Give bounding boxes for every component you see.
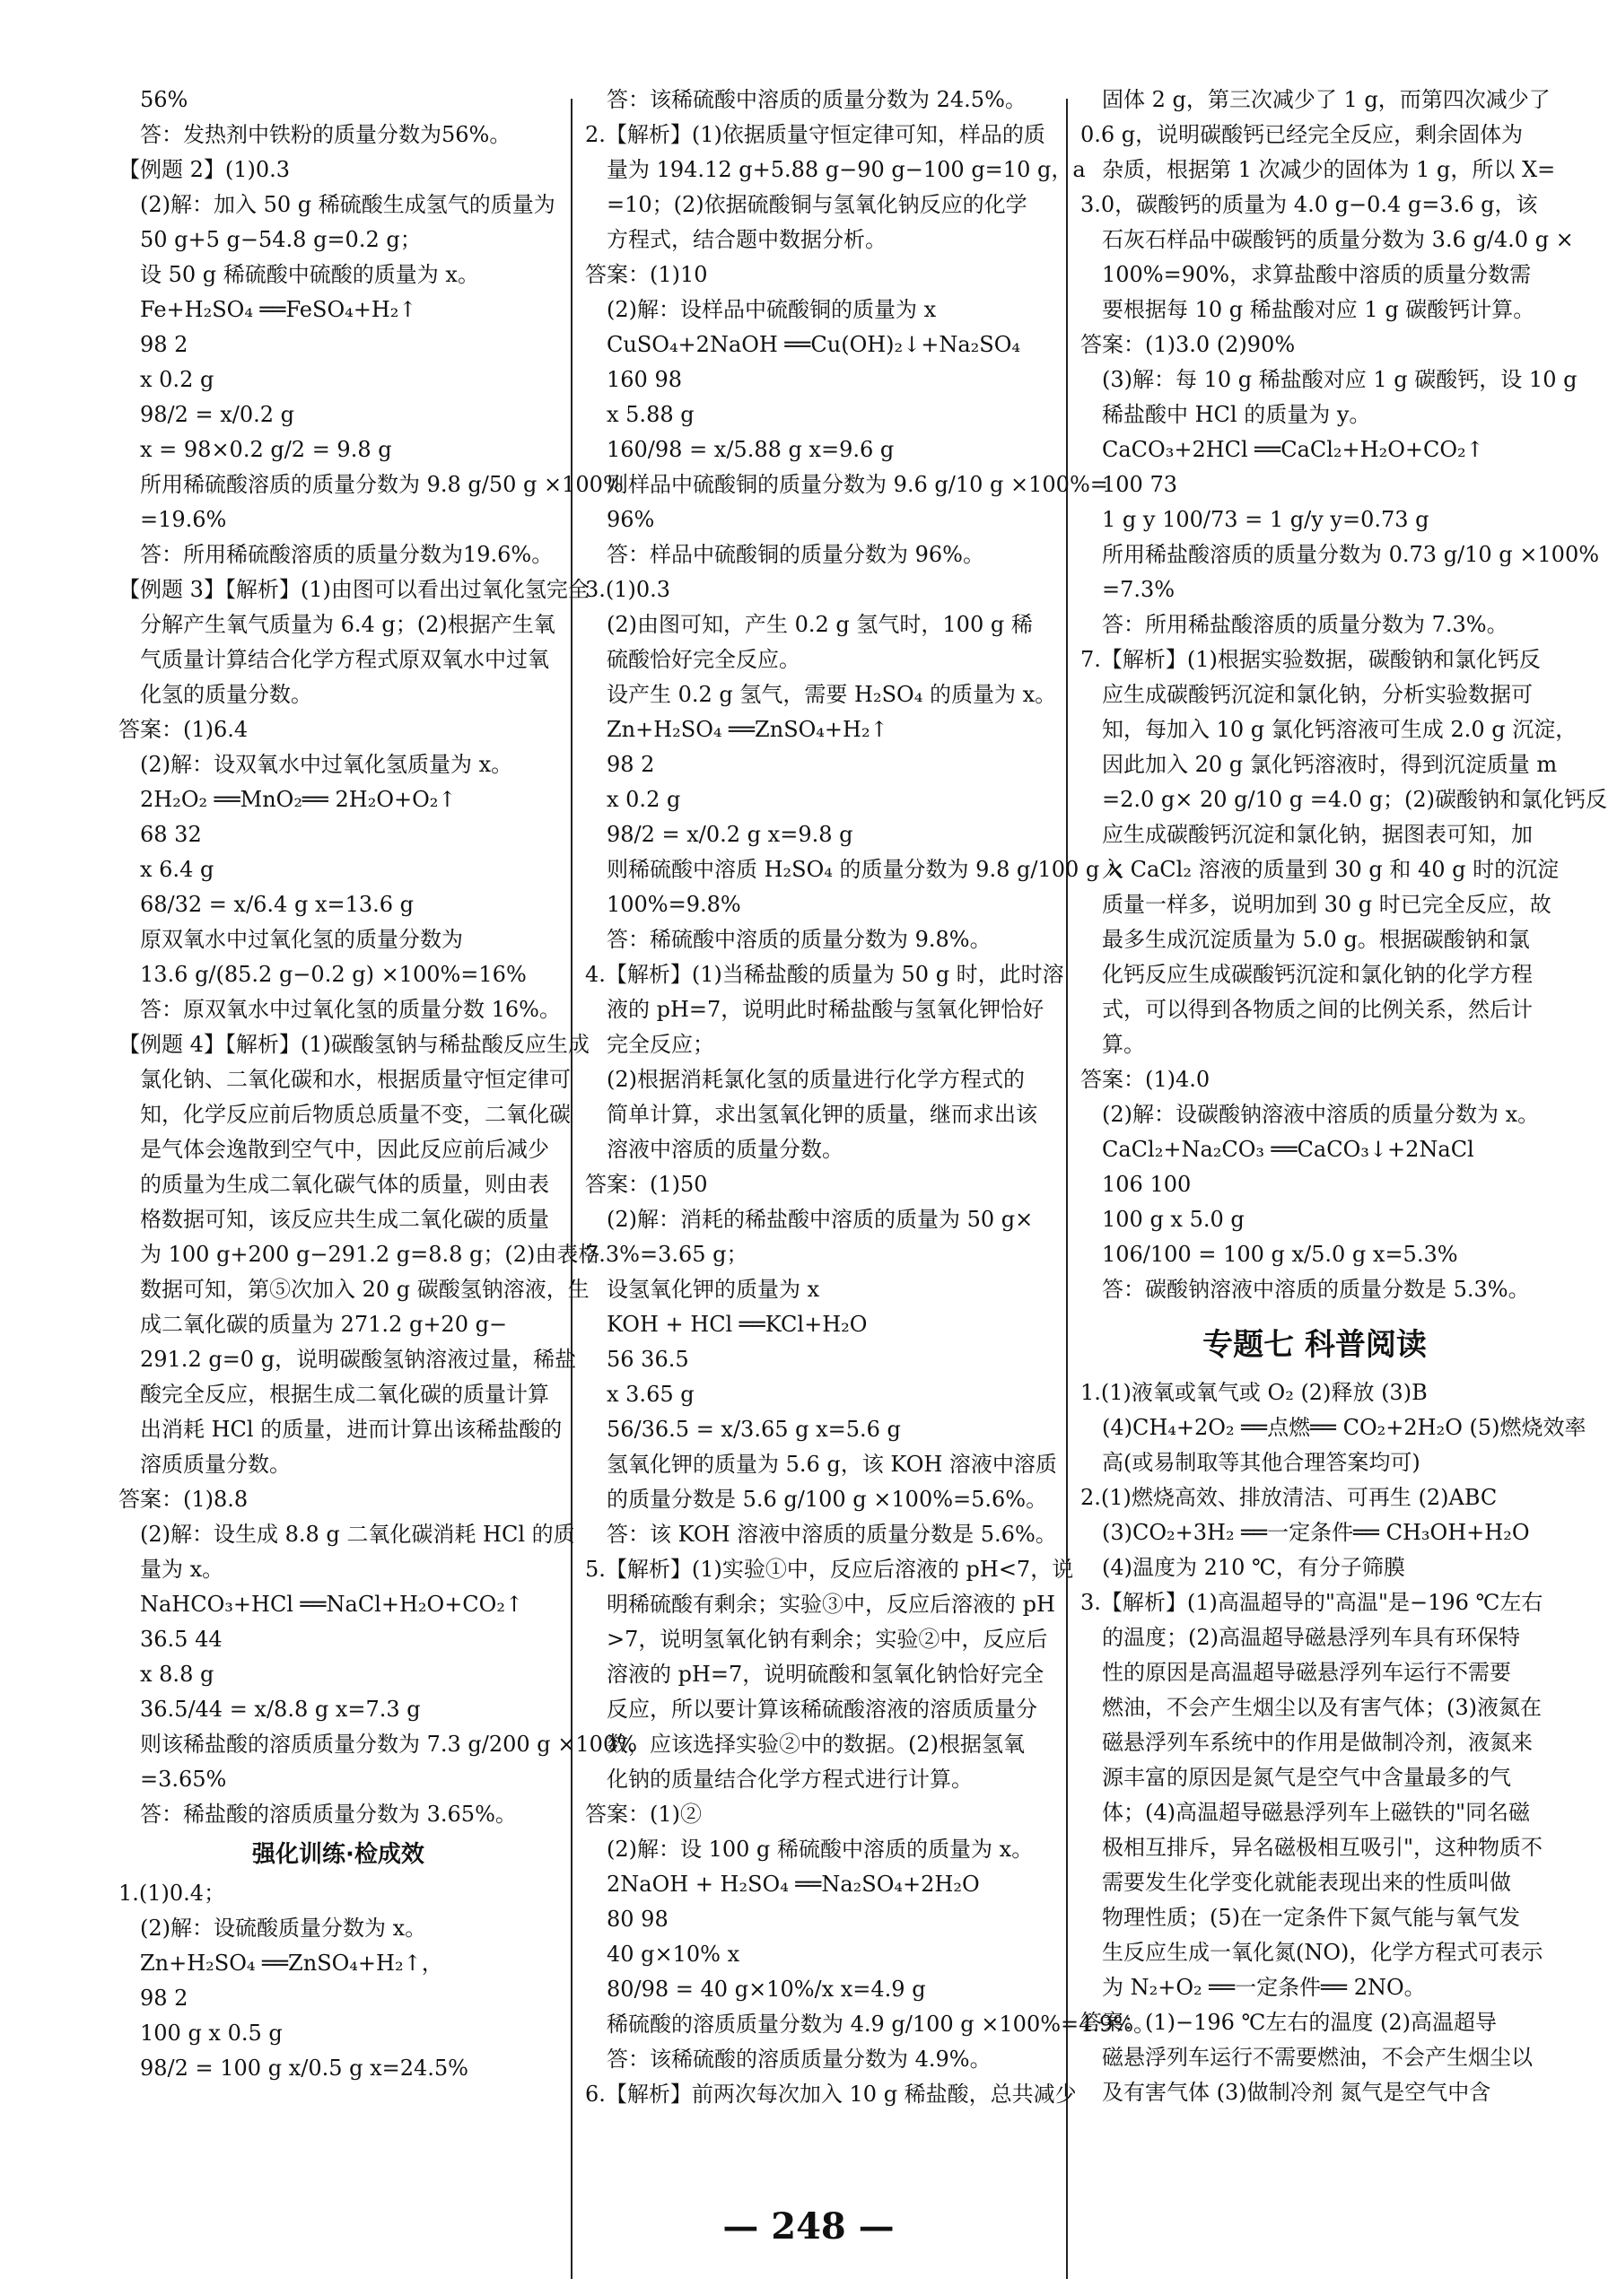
text-line: 答：稀盐酸的溶质质量分数为 3.65%。 xyxy=(140,1802,517,1827)
text-line: x 0.2 g xyxy=(607,787,681,812)
text-line: (2)解：加入 50 g 稀硫酸生成氢气的质量为 xyxy=(140,192,555,217)
text-line: 燃油，不会产生烟尘以及有害气体；(3)液氮在 xyxy=(1102,1695,1542,1720)
text-line: 3.0，碳酸钙的质量为 4.0 g−0.4 g=3.6 g，该 xyxy=(1080,192,1538,217)
text-line: 量为 194.12 g+5.88 g−90 g−100 g=10 g，a xyxy=(607,157,1086,182)
text-line: 应生成碳酸钙沉淀和氯化钠，分析实验数据可 xyxy=(1102,682,1533,707)
text-line: CaCl₂+Na₂CO₃ ══CaCO₃↓+2NaCl xyxy=(1102,1137,1474,1162)
text-line: 答：样品中硫酸铜的质量分数为 96%。 xyxy=(607,542,984,567)
text-line: =10；(2)依据硫酸铜与氢氧化钠反应的化学 xyxy=(607,192,1027,217)
text-line: 96% xyxy=(607,507,655,532)
text-line: 2.【解析】(1)依据质量守恒定律可知，样品的质 xyxy=(585,122,1045,147)
text-line: 因此加入 20 g 氯化钙溶液时，得到沉淀质量 m xyxy=(1102,752,1558,777)
text-line: =7.3% xyxy=(1102,577,1176,602)
text-line: KOH + HCl ══KCl+H₂O xyxy=(607,1312,868,1337)
text-line: x 8.8 g xyxy=(140,1662,214,1687)
text-line: 100 g x 0.5 g xyxy=(140,2021,283,2046)
text-line: 【例题 2】(1)0.3 xyxy=(118,157,291,182)
text-line: 【例题 3】【解析】(1)由图可以看出过氧化氢完全 xyxy=(118,577,590,602)
text-line: 160/98 = x/5.88 g x=9.6 g xyxy=(607,437,895,462)
text-line: 答：所用稀盐酸溶质的质量分数为 7.3%。 xyxy=(1102,612,1508,637)
text-line: 固体 2 g，第三次减少了 1 g，而第四次减少了 xyxy=(1102,87,1551,112)
text-line: 数，应该选择实验②中的数据。(2)根据氢氧 xyxy=(607,1732,1025,1757)
text-line: 80 98 xyxy=(607,1907,669,1932)
text-line: 氯化钠、二氧化碳和水，根据质量守恒定律可 xyxy=(140,1067,571,1092)
text-line: 68 32 xyxy=(140,822,202,847)
text-line: 设 50 g 稀硫酸中硫酸的质量为 x。 xyxy=(140,262,479,287)
text-line: 291.2 g=0 g，说明碳酸氢钠溶液过量，稀盐 xyxy=(140,1347,577,1372)
text-line: 杂质，根据第 1 次减少的固体为 1 g，所以 X= xyxy=(1102,157,1556,182)
text-line: 所用稀硫酸溶质的质量分数为 9.8 g/50 g ×100% xyxy=(140,472,624,497)
text-line: 100 g x 5.0 g xyxy=(1102,1207,1245,1232)
text-line: 酸完全反应，根据生成二氧化碳的质量计算 xyxy=(140,1382,549,1407)
text-line: (2)解：设生成 8.8 g 二氧化碳消耗 HCl 的质 xyxy=(140,1522,575,1547)
text-line: 56% xyxy=(140,87,188,112)
text-line: 设氢氧化钾的质量为 x xyxy=(607,1277,820,1302)
text-line: 答：碳酸钠溶液中溶质的质量分数是 5.3%。 xyxy=(1102,1277,1530,1302)
text-line: 数据可知，第⑤次加入 20 g 碳酸氢钠溶液，生 xyxy=(140,1277,590,1302)
text-line: CuSO₄+2NaOH ══Cu(OH)₂↓+Na₂SO₄ xyxy=(607,332,1021,357)
text-line: 的质量为生成二氧化碳气体的质量，则由表 xyxy=(140,1172,549,1197)
text-line: 磁悬浮列车运行不需要燃油，不会产生烟尘以 xyxy=(1102,2045,1533,2070)
text-line: 98/2 = x/0.2 g x=9.8 g xyxy=(607,822,853,847)
text-line: 则样品中硫酸铜的质量分数为 9.6 g/10 g ×100%= xyxy=(607,472,1108,497)
text-line: 极相互排斥，异名磁极相互吸引"，这种物质不 xyxy=(1102,1835,1543,1860)
text-line: 溶质质量分数。 xyxy=(140,1452,291,1477)
text-line: (4)CH₄+2O₂ ══点燃══ CO₂+2H₂O (5)燃烧效率 xyxy=(1102,1415,1586,1440)
text-line: x 0.2 g xyxy=(140,367,214,392)
text-line: 2.(1)燃烧高效、排放清洁、可再生 (2)ABC xyxy=(1080,1485,1498,1510)
text-line: 80/98 = 40 g×10%/x x=4.9 g xyxy=(607,1977,926,2002)
text-line: Zn+H₂SO₄ ══ZnSO₄+H₂↑ xyxy=(607,717,888,742)
text-line: >7，说明氢氧化钠有剩余；实验②中，反应后 xyxy=(607,1627,1048,1652)
text-line: 56/36.5 = x/3.65 g x=5.6 g xyxy=(607,1417,901,1442)
text-line: x 6.4 g xyxy=(140,857,214,882)
text-line: 生反应生成一氧化氮(NO)，化学方程式可表示 xyxy=(1102,1940,1543,1965)
text-line: 答：原双氧水中过氧化氢的质量分数 16%。 xyxy=(140,997,561,1022)
page-number: — 248 — xyxy=(722,2205,895,2248)
text-line: 答：发热剂中铁粉的质量分数为56%。 xyxy=(140,122,511,147)
text-line: 98 2 xyxy=(140,332,188,357)
text-line: Zn+H₂SO₄ ══ZnSO₄+H₂↑， xyxy=(140,1951,443,1976)
text-line: 最多生成沉淀质量为 5.0 g。根据碳酸钠和氯 xyxy=(1102,927,1530,952)
text-line: 化氢的质量分数。 xyxy=(140,682,312,707)
text-line: 答：该稀硫酸中溶质的质量分数为 24.5%。 xyxy=(607,87,1027,112)
text-line: 答：该稀硫酸的溶质质量分数为 4.9%。 xyxy=(607,2047,992,2072)
text-line: 106 100 xyxy=(1102,1172,1192,1197)
text-line: (3)CO₂+3H₂ ══一定条件══ CH₃OH+H₂O xyxy=(1102,1520,1530,1545)
column-3 xyxy=(1080,83,1608,2110)
text-line: =3.65% xyxy=(140,1767,227,1792)
text-line: CaCO₃+2HCl ══CaCl₂+H₂O+CO₂↑ xyxy=(1102,437,1484,462)
text-line: 成二氧化碳的质量为 271.2 g+20 g− xyxy=(140,1312,508,1337)
text-line: 5.【解析】(1)实验①中，反应后溶液的 pH<7，说 xyxy=(585,1557,1074,1582)
subsection-title: 强化训练·检成效 xyxy=(252,1841,424,1868)
text-line: 反应，所以要计算该稀硫酸溶液的溶质质量分 xyxy=(607,1697,1037,1722)
text-line: (2)解：设硫酸质量分数为 x。 xyxy=(140,1916,427,1941)
text-line: 1.(1)0.4； xyxy=(118,1881,226,1906)
text-line: 性的原因是高温超导磁悬浮列车运行不需要 xyxy=(1102,1660,1511,1685)
text-line: (2)解：消耗的稀盐酸中溶质的质量为 50 g× xyxy=(607,1207,1034,1232)
text-line: 则稀硫酸中溶质 H₂SO₄ 的质量分数为 9.8 g/100 g × xyxy=(607,857,1124,882)
text-line: 液的 pH=7，说明此时稀盐酸与氢氧化钾恰好 xyxy=(607,997,1044,1022)
text-line: 40 g×10% x xyxy=(607,1942,740,1967)
text-line: =19.6% xyxy=(140,507,227,532)
text-line: 106/100 = 100 g x/5.0 g x=5.3% xyxy=(1102,1242,1458,1267)
text-line: 式，可以得到各物质之间的比例关系，然后计 xyxy=(1102,997,1533,1022)
text-line: 98 2 xyxy=(140,1986,188,2011)
text-line: (2)解：设样品中硫酸铜的质量为 x xyxy=(607,297,937,322)
text-line: 是气体会逸散到空气中，因此反应前后减少 xyxy=(140,1137,549,1162)
text-line: 所用稀盐酸溶质的质量分数为 0.73 g/10 g ×100% xyxy=(1102,542,1600,567)
text-line: 要根据每 10 g 稀盐酸对应 1 g 碳酸钙计算。 xyxy=(1102,297,1535,322)
text-line: 质量一样多，说明加到 30 g 时已完全反应，故 xyxy=(1102,892,1551,917)
text-line: 答：该 KOH 溶液中溶质的质量分数是 5.6%。 xyxy=(607,1522,1057,1547)
text-line: x 5.88 g xyxy=(607,402,695,427)
text-line: 体；(4)高温超导磁悬浮列车上磁铁的"同名磁 xyxy=(1102,1800,1531,1825)
text-line: 1.(1)液氧或氧气或 O₂ (2)释放 (3)B xyxy=(1080,1380,1428,1405)
text-line: 入 CaCl₂ 溶液的质量到 30 g 和 40 g 时的沉淀 xyxy=(1102,857,1560,882)
text-line: 100 73 xyxy=(1102,472,1177,497)
text-line: x 3.65 g xyxy=(607,1382,695,1407)
text-line: 100%=9.8% xyxy=(607,892,741,917)
text-line: (2)根据消耗氯化氢的质量进行化学方程式的 xyxy=(607,1067,1025,1092)
text-line: 98/2 = x/0.2 g xyxy=(140,402,295,427)
text-line: (2)解：设 100 g 稀硫酸中溶质的质量为 x。 xyxy=(607,1837,1034,1862)
text-line: (3)解：每 10 g 稀盐酸对应 1 g 碳酸钙，设 10 g xyxy=(1102,367,1578,392)
text-line: 2NaOH + H₂SO₄ ══Na₂SO₄+2H₂O xyxy=(607,1872,980,1897)
text-line: 磁悬浮列车系统中的作用是做制冷剂，液氮来 xyxy=(1102,1730,1533,1755)
text-line: 36.5/44 = x/8.8 g x=7.3 g xyxy=(140,1697,421,1722)
text-line: 为 100 g+200 g−291.2 g=8.8 g；(2)由表格 xyxy=(140,1242,600,1267)
text-line: 98/2 = 100 g x/0.5 g x=24.5% xyxy=(140,2056,468,2081)
text-line: 溶液中溶质的质量分数。 xyxy=(607,1137,843,1162)
text-line: 68/32 = x/6.4 g x=13.6 g xyxy=(140,892,415,917)
text-line: 稀硫酸的溶质质量分数为 4.9 g/100 g ×100%=4.9%。 xyxy=(607,2012,1156,2037)
text-line: 知，每加入 10 g 氯化钙溶液可生成 2.0 g 沉淀， xyxy=(1102,717,1578,742)
text-line: 石灰石样品中碳酸钙的质量分数为 3.6 g/4.0 g × xyxy=(1102,227,1574,252)
text-line: Fe+H₂SO₄ ══FeSO₄+H₂↑ xyxy=(140,297,417,322)
text-line: (4)温度为 210 ℃，有分子筛膜 xyxy=(1102,1555,1405,1580)
text-line: 0.6 g，说明碳酸钙已经完全反应，剩余固体为 xyxy=(1080,122,1524,147)
text-line: 算。 xyxy=(1102,1032,1145,1057)
text-line: 的温度；(2)高温超导磁悬浮列车具有环保特 xyxy=(1102,1625,1520,1650)
text-line: 明稀硫酸有剩余；实验③中，反应后溶液的 pH xyxy=(607,1592,1055,1617)
text-line: 化钠的质量结合化学方程式进行计算。 xyxy=(607,1767,973,1792)
text-line: 量为 x。 xyxy=(140,1557,224,1582)
text-line: 物理性质；(5)在一定条件下氮气能与氧气发 xyxy=(1102,1905,1520,1930)
text-line: 36.5 44 xyxy=(140,1627,223,1652)
column-divider-1 xyxy=(571,99,573,2279)
text-line: 方程式，结合题中数据分析。 xyxy=(607,227,887,252)
text-line: 化钙反应生成碳酸钙沉淀和氯化钠的化学方程 xyxy=(1102,962,1533,987)
text-line: 答案：(1)8.8 xyxy=(118,1487,249,1512)
text-line: 答案：(1)4.0 xyxy=(1080,1067,1211,1092)
text-line: 完全反应； xyxy=(607,1032,714,1057)
text-line: 答案：(1)② xyxy=(585,1802,702,1827)
text-line: 简单计算，求出氢氧化钾的质量，继而求出该 xyxy=(607,1102,1037,1127)
text-line: 6.【解析】前两次每次加入 10 g 稀盐酸，总共减少 xyxy=(585,2082,1077,2107)
text-line: 4.【解析】(1)当稀盐酸的质量为 50 g 时，此时溶 xyxy=(585,962,1064,987)
text-line: 答案：(1)3.0 (2)90% xyxy=(1080,332,1296,357)
text-line: 设产生 0.2 g 氢气，需要 H₂SO₄ 的质量为 x。 xyxy=(607,682,1057,707)
text-line: 氢氧化钾的质量为 5.6 g，该 KOH 溶液中溶质 xyxy=(607,1452,1057,1477)
text-line: 答案：(1)50 xyxy=(585,1172,708,1197)
text-line: 格数据可知，该反应共生成二氧化碳的质量 xyxy=(140,1207,549,1232)
text-line: 的质量分数是 5.6 g/100 g ×100%=5.6%。 xyxy=(607,1487,1048,1512)
text-line: 硫酸恰好完全反应。 xyxy=(607,647,800,672)
text-line: 50 g+5 g−54.8 g=0.2 g； xyxy=(140,227,422,252)
text-line: 高(或易制取等其他合理答案均可) xyxy=(1102,1450,1420,1475)
text-line: 【例题 4】【解析】(1)碳酸氢钠与稀盐酸反应生成 xyxy=(118,1032,590,1057)
text-line: 7.【解析】(1)根据实验数据，碳酸钠和氯化钙反 xyxy=(1080,647,1541,672)
text-line: 溶液的 pH=7，说明硫酸和氢氧化钠恰好完全 xyxy=(607,1662,1044,1687)
text-line: 7.3%=3.65 g； xyxy=(585,1242,748,1267)
text-line: =2.0 g× 20 g/10 g =4.0 g；(2)碳酸钠和氯化钙反 xyxy=(1102,787,1608,812)
text-line: 3.(1)0.3 xyxy=(585,577,671,602)
text-line: 160 98 xyxy=(607,367,682,392)
text-line: 则该稀盐酸的溶质质量分数为 7.3 g/200 g ×100% xyxy=(140,1732,638,1757)
text-line: 源丰富的原因是氮气是空气中含量最多的气 xyxy=(1102,1765,1511,1790)
text-line: 为 N₂+O₂ ══一定条件══ 2NO。 xyxy=(1102,1975,1426,2000)
text-line: 分解产生氧气质量为 6.4 g；(2)根据产生氧 xyxy=(140,612,555,637)
text-line: 2H₂O₂ ══MnO₂══ 2H₂O+O₂↑ xyxy=(140,787,457,812)
text-line: 3.【解析】(1)高温超导的"高温"是−196 ℃左右 xyxy=(1080,1590,1543,1615)
section-title: 专题七 科普阅读 xyxy=(1202,1327,1427,1363)
text-line: (2)解：设碳酸钠溶液中溶质的质量分数为 x。 xyxy=(1102,1102,1540,1127)
text-line: 知，化学反应前后物质总质量不变，二氧化碳 xyxy=(140,1102,571,1127)
text-line: 应生成碳酸钙沉淀和氯化钠，据图表可知，加 xyxy=(1102,822,1533,847)
text-line: 答案：(1)6.4 xyxy=(118,717,249,742)
text-line: 稀盐酸中 HCl 的质量为 y。 xyxy=(1102,402,1371,427)
column-divider-2 xyxy=(1066,99,1068,2279)
text-line: (2)由图可知，产生 0.2 g 氢气时，100 g 稀 xyxy=(607,612,1033,637)
text-line: 答案：(1)10 xyxy=(585,262,708,287)
text-line: 答：所用稀硫酸溶质的质量分数为19.6%。 xyxy=(140,542,554,567)
text-line: 出消耗 HCl 的质量，进而计算出该稀盐酸的 xyxy=(140,1417,563,1442)
text-line: 原双氧水中过氧化氢的质量分数为 xyxy=(140,927,463,952)
text-line: 答：稀硫酸中溶质的质量分数为 9.8%。 xyxy=(607,927,992,952)
text-line: 气质量计算结合化学方程式原双氧水中过氧 xyxy=(140,647,549,672)
text-line: (2)解：设双氧水中过氧化氢质量为 x。 xyxy=(140,752,513,777)
text-line: NaHCO₃+HCl ══NaCl+H₂O+CO₂↑ xyxy=(140,1592,524,1617)
text-line: 及有害气体 (3)做制冷剂 氮气是空气中含 xyxy=(1102,2080,1491,2105)
text-line: 需要发生化学变化就能表现出来的性质叫做 xyxy=(1102,1870,1511,1895)
text-line: 100%=90%，求算盐酸中溶质的质量分数需 xyxy=(1102,262,1532,287)
text-line: 56 36.5 xyxy=(607,1347,689,1372)
text-line: x = 98×0.2 g/2 = 9.8 g xyxy=(140,437,392,462)
text-line: 1 g y 100/73 = 1 g/y y=0.73 g xyxy=(1102,507,1429,532)
text-line: 98 2 xyxy=(607,752,655,777)
text-line: 答案：(1)−196 ℃左右的温度 (2)高温超导 xyxy=(1080,2010,1498,2035)
text-line: 13.6 g/(85.2 g−0.2 g) ×100%=16% xyxy=(140,962,527,987)
